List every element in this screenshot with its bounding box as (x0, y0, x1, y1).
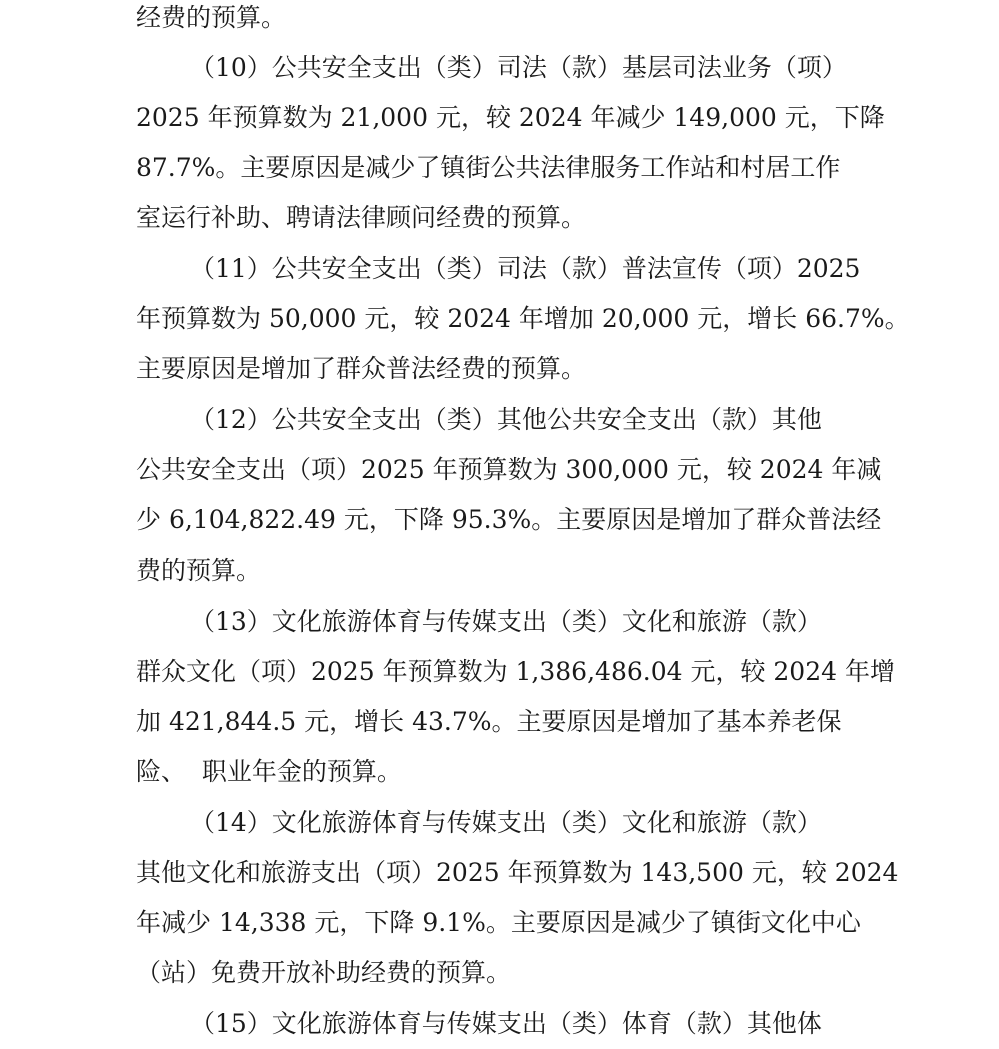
text-line: （12）公共安全支出（类）其他公共安全支出（款）其他 (190, 405, 822, 434)
text-line: （15）文化旅游体育与传媒支出（类）体育（款）其他体 (190, 1009, 822, 1038)
text-line: 险、 职业年金的预算。 (136, 757, 402, 786)
text-line: 加 421,844.5 元，增长 43.7%。主要原因是增加了基本养老保 (136, 707, 842, 736)
text-line: （站）免费开放补助经费的预算。 (136, 958, 512, 987)
text-line: 费的预算。 (136, 556, 262, 585)
text-line: 室运行补助、聘请法律顾问经费的预算。 (136, 203, 587, 232)
text-line: （11）公共安全支出（类）司法（款）普法宣传（项）2025 (190, 254, 861, 283)
text-line: 群众文化（项）2025 年预算数为 1,386,486.04 元，较 2024 年增 (136, 657, 895, 686)
text-line: 公共安全支出（项）2025 年预算数为 300,000 元，较 2024 年减 (136, 455, 882, 484)
text-line: （14）文化旅游体育与传媒支出（类）文化和旅游（款） (190, 808, 822, 837)
text-line: 2025 年预算数为 21,000 元，较 2024 年减少 149,000 元，下降 (136, 103, 885, 132)
text-line: 经费的预算。 (136, 3, 287, 32)
text-line: 少 6,104,822.49 元，下降 95.3%。主要原因是增加了群众普法经 (136, 505, 882, 534)
text-line: 主要原因是增加了群众普法经费的预算。 (136, 354, 587, 383)
text-line: 其他文化和旅游支出（项）2025 年预算数为 143,500 元，较 2024 (136, 858, 899, 887)
text-line: 87.7%。主要原因是减少了镇街公共法律服务工作站和村居工作 (136, 153, 841, 182)
text-line: 年预算数为 50,000 元，较 2024 年增加 20,000 元，增长 66.7%。 (136, 304, 910, 333)
text-line: 年减少 14,338 元，下降 9.1%。主要原因是减少了镇街文化中心 (136, 908, 861, 937)
text-line: （13）文化旅游体育与传媒支出（类）文化和旅游（款） (190, 607, 822, 636)
text-line: （10）公共安全支出（类）司法（款）基层司法业务（项） (190, 53, 847, 82)
